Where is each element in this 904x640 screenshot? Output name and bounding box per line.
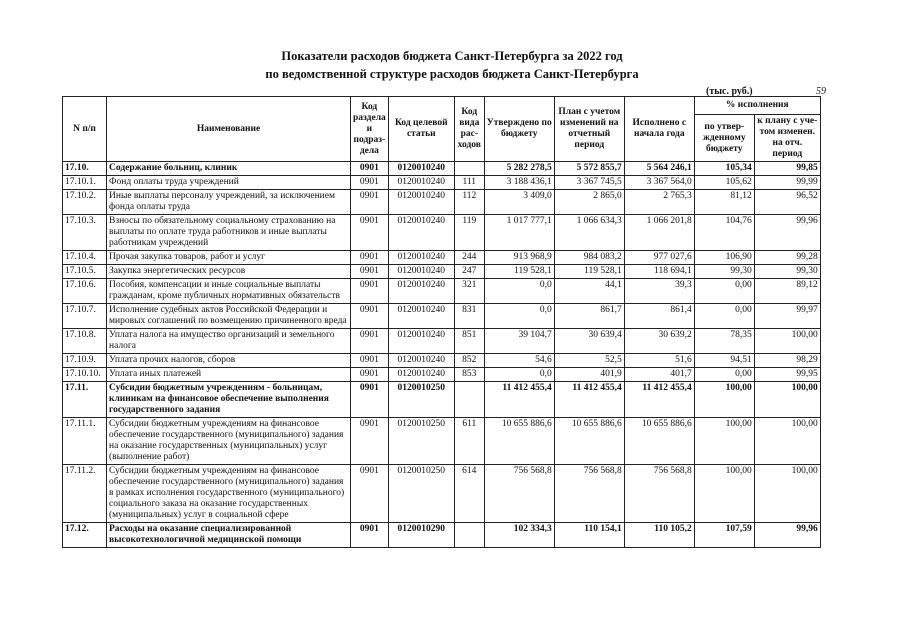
row-approved: 0,0 [484, 304, 554, 329]
row-approved: 10 655 886,6 [484, 418, 554, 465]
row-approved: 11 412 455,4 [484, 382, 554, 418]
row-plan: 984 083,2 [554, 251, 624, 265]
row-num: 17.10.8. [63, 329, 107, 354]
row-target-code: 0120010250 [388, 418, 454, 465]
row-target-code: 0120010240 [388, 265, 454, 279]
header-type-code: Код вида рас-ходов [454, 97, 484, 162]
row-pct-plan: 99,30 [754, 265, 820, 279]
row-section-code: 0901 [351, 368, 389, 382]
row-target-code: 0120010240 [388, 279, 454, 304]
row-plan: 5 572 855,7 [554, 162, 624, 176]
row-pct-approved: 99,30 [694, 265, 754, 279]
row-target-code: 0120010240 [388, 176, 454, 190]
row-pct-plan: 99,96 [754, 215, 820, 251]
page-number: 59 [816, 86, 826, 97]
row-num: 17.10.9. [63, 354, 107, 368]
row-executed: 401,7 [624, 368, 694, 382]
row-num: 17.12. [63, 523, 107, 548]
row-plan: 3 367 745,5 [554, 176, 624, 190]
row-name: Расходы на оказание специализированной высокотехнологичной медицинской помощи [107, 523, 351, 548]
table-row [63, 418, 821, 465]
row-approved: 756 568,8 [484, 465, 554, 523]
row-approved: 913 968,9 [484, 251, 554, 265]
row-type-code: 852 [454, 354, 484, 368]
row-name: Иные выплаты персоналу учреждений, за исключением фонда оплаты труда [107, 190, 351, 215]
row-executed: 2 765,3 [624, 190, 694, 215]
document-title-line-1: Показатели расходов бюджета Санкт-Петербурга за 2022 год [281, 49, 623, 63]
row-plan: 110 154,1 [554, 523, 624, 548]
row-plan: 861,7 [554, 304, 624, 329]
row-approved: 3 188 436,1 [484, 176, 554, 190]
header-executed: Исполнено с начала года [624, 97, 694, 162]
row-pct-approved: 100,00 [694, 465, 754, 523]
row-section-code: 0901 [351, 418, 389, 465]
row-type-code [454, 382, 484, 418]
row-approved: 119 528,1 [484, 265, 554, 279]
row-pct-approved: 104,76 [694, 215, 754, 251]
header-target-code: Код целевой статьи [388, 97, 454, 162]
row-type-code: 614 [454, 465, 484, 523]
row-target-code: 0120010240 [388, 190, 454, 215]
row-section-code: 0901 [351, 265, 389, 279]
header-plan: План с учетом изменений на отчетный период [554, 97, 624, 162]
table-row [63, 265, 821, 279]
row-name: Субсидии бюджетным учреждениям на финансовое обеспечение государственного (муниципального) задания на оказание государственных (муниципальных) услуг (выполнение работ) [107, 418, 351, 465]
row-pct-plan: 99,95 [754, 368, 820, 382]
row-pct-plan: 89,12 [754, 279, 820, 304]
table-body [63, 162, 821, 548]
row-pct-approved: 81,12 [694, 190, 754, 215]
row-pct-plan: 99,96 [754, 523, 820, 548]
row-approved: 5 282 278,5 [484, 162, 554, 176]
document-title-line-2: по ведомственной структуре расходов бюджета Санкт-Петербурга [265, 67, 639, 81]
row-name: Фонд оплаты труда учреждений [107, 176, 351, 190]
row-pct-plan: 100,00 [754, 418, 820, 465]
row-type-code [454, 523, 484, 548]
row-pct-plan: 100,00 [754, 329, 820, 354]
row-executed: 39,3 [624, 279, 694, 304]
row-num: 17.10.4. [63, 251, 107, 265]
table-row [63, 382, 821, 418]
row-pct-approved: 106,90 [694, 251, 754, 265]
row-pct-approved: 0,00 [694, 304, 754, 329]
table-row [63, 523, 821, 548]
row-target-code: 0120010250 [388, 382, 454, 418]
row-pct-approved: 105,62 [694, 176, 754, 190]
row-type-code: 111 [454, 176, 484, 190]
row-pct-plan: 99,97 [754, 304, 820, 329]
row-executed: 51,6 [624, 354, 694, 368]
row-approved: 1 017 777,1 [484, 215, 554, 251]
row-executed: 10 655 886,6 [624, 418, 694, 465]
row-section-code: 0901 [351, 304, 389, 329]
row-type-code: 119 [454, 215, 484, 251]
row-plan: 11 412 455,4 [554, 382, 624, 418]
row-name: Закупка энергетических ресурсов [107, 265, 351, 279]
table-row [63, 354, 821, 368]
row-section-code: 0901 [351, 162, 389, 176]
row-num: 17.10.5. [63, 265, 107, 279]
row-plan: 44,1 [554, 279, 624, 304]
row-num: 17.10.1. [63, 176, 107, 190]
row-plan: 401,9 [554, 368, 624, 382]
row-type-code: 851 [454, 329, 484, 354]
header-pct-plan: к плану с уче-том изменен. на отч. период [754, 115, 820, 162]
row-executed: 861,4 [624, 304, 694, 329]
row-plan: 52,5 [554, 354, 624, 368]
table-row [63, 329, 821, 354]
row-target-code: 0120010240 [388, 368, 454, 382]
row-executed: 1 066 201,8 [624, 215, 694, 251]
header-approved: Утверждено по бюджету [484, 97, 554, 162]
row-target-code: 0120010240 [388, 354, 454, 368]
row-pct-approved: 0,00 [694, 368, 754, 382]
header-name: Наименование [107, 97, 351, 162]
row-name: Пособия, компенсации и иные социальные выплаты гражданам, кроме публичных нормативных обязательств [107, 279, 351, 304]
row-name: Прочая закупка товаров, работ и услуг [107, 251, 351, 265]
row-num: 17.11.1. [63, 418, 107, 465]
row-type-code: 611 [454, 418, 484, 465]
row-pct-plan: 100,00 [754, 382, 820, 418]
row-executed: 30 639,2 [624, 329, 694, 354]
row-num: 17.11. [63, 382, 107, 418]
row-type-code: 831 [454, 304, 484, 329]
table-row [63, 368, 821, 382]
header-num: N п/п [63, 97, 107, 162]
row-target-code: 0120010240 [388, 215, 454, 251]
row-target-code: 0120010240 [388, 162, 454, 176]
row-approved: 39 104,7 [484, 329, 554, 354]
row-section-code: 0901 [351, 329, 389, 354]
row-target-code: 0120010290 [388, 523, 454, 548]
table-row [63, 176, 821, 190]
row-approved: 54,6 [484, 354, 554, 368]
row-pct-approved: 94,51 [694, 354, 754, 368]
header-section-code: Код раздела и подраз-дела [351, 97, 389, 162]
row-section-code: 0901 [351, 215, 389, 251]
row-pct-plan: 99,85 [754, 162, 820, 176]
row-executed: 5 564 246,1 [624, 162, 694, 176]
row-pct-approved: 100,00 [694, 418, 754, 465]
row-type-code: 244 [454, 251, 484, 265]
row-approved: 3 409,0 [484, 190, 554, 215]
row-num: 17.10.10. [63, 368, 107, 382]
row-executed: 3 367 564,0 [624, 176, 694, 190]
row-type-code: 321 [454, 279, 484, 304]
row-plan: 10 655 886,6 [554, 418, 624, 465]
row-target-code: 0120010240 [388, 304, 454, 329]
row-pct-plan: 99,28 [754, 251, 820, 265]
row-approved: 102 334,3 [484, 523, 554, 548]
row-name: Уплата иных платежей [107, 368, 351, 382]
row-pct-approved: 107,59 [694, 523, 754, 548]
row-type-code: 853 [454, 368, 484, 382]
row-section-code: 0901 [351, 382, 389, 418]
row-executed: 118 694,1 [624, 265, 694, 279]
row-type-code: 112 [454, 190, 484, 215]
row-type-code: 247 [454, 265, 484, 279]
row-pct-approved: 105,34 [694, 162, 754, 176]
row-num: 17.10.7. [63, 304, 107, 329]
row-pct-plan: 98,29 [754, 354, 820, 368]
row-target-code: 0120010240 [388, 329, 454, 354]
units-label: (тыс. руб.) [706, 86, 753, 97]
row-name: Субсидии бюджетным учреждениям на финансовое обеспечение государственного (муниципального) задания в рамках исполнения государственного (муниципального) социального заказа на оказание государственных (муниципальных) услуг в социальной сфере [107, 465, 351, 523]
row-plan: 119 528,1 [554, 265, 624, 279]
table-row [63, 251, 821, 265]
header-percent-group: % исполнения [694, 97, 820, 115]
row-num: 17.11.2. [63, 465, 107, 523]
row-name: Уплата прочих налогов, сборов [107, 354, 351, 368]
row-pct-approved: 100,00 [694, 382, 754, 418]
header-pct-approved: по утвер-жденному бюджету [694, 115, 754, 162]
row-num: 17.10. [63, 162, 107, 176]
table-row [63, 465, 821, 523]
row-executed: 977 027,6 [624, 251, 694, 265]
row-section-code: 0901 [351, 279, 389, 304]
row-section-code: 0901 [351, 354, 389, 368]
row-approved: 0,0 [484, 279, 554, 304]
table-row [63, 215, 821, 251]
row-section-code: 0901 [351, 465, 389, 523]
row-target-code: 0120010250 [388, 465, 454, 523]
row-section-code: 0901 [351, 190, 389, 215]
table-row [63, 279, 821, 304]
row-name: Уплата налога на имущество организаций и земельного налога [107, 329, 351, 354]
row-plan: 2 865,0 [554, 190, 624, 215]
row-name: Взносы по обязательному социальному страхованию на выплаты по оплате труда работников и иные выплаты работникам учреждений [107, 215, 351, 251]
row-name: Субсидии бюджетным учреждениям - больницам, клиникам на финансовое обеспечение выполнения государственного задания [107, 382, 351, 418]
row-num: 17.10.2. [63, 190, 107, 215]
table-row [63, 162, 821, 176]
row-target-code: 0120010240 [388, 251, 454, 265]
row-name: Содержание больниц, клиник [107, 162, 351, 176]
row-section-code: 0901 [351, 251, 389, 265]
row-executed: 756 568,8 [624, 465, 694, 523]
row-plan: 756 568,8 [554, 465, 624, 523]
row-executed: 11 412 455,4 [624, 382, 694, 418]
row-plan: 1 066 634,3 [554, 215, 624, 251]
row-pct-approved: 78,35 [694, 329, 754, 354]
row-num: 17.10.3. [63, 215, 107, 251]
table-row [63, 190, 821, 215]
row-plan: 30 639,4 [554, 329, 624, 354]
row-section-code: 0901 [351, 523, 389, 548]
row-executed: 110 105,2 [624, 523, 694, 548]
row-num: 17.10.6. [63, 279, 107, 304]
row-pct-plan: 100,00 [754, 465, 820, 523]
row-pct-approved: 0,00 [694, 279, 754, 304]
row-approved: 0,0 [484, 368, 554, 382]
table-header [63, 97, 821, 162]
row-pct-plan: 99,99 [754, 176, 820, 190]
budget-table [62, 96, 821, 548]
row-name: Исполнение судебных актов Российской Федерации и мировых соглашений по возмещению причиненного вреда [107, 304, 351, 329]
row-section-code: 0901 [351, 176, 389, 190]
table-row [63, 304, 821, 329]
row-pct-plan: 96,52 [754, 190, 820, 215]
row-type-code [454, 162, 484, 176]
